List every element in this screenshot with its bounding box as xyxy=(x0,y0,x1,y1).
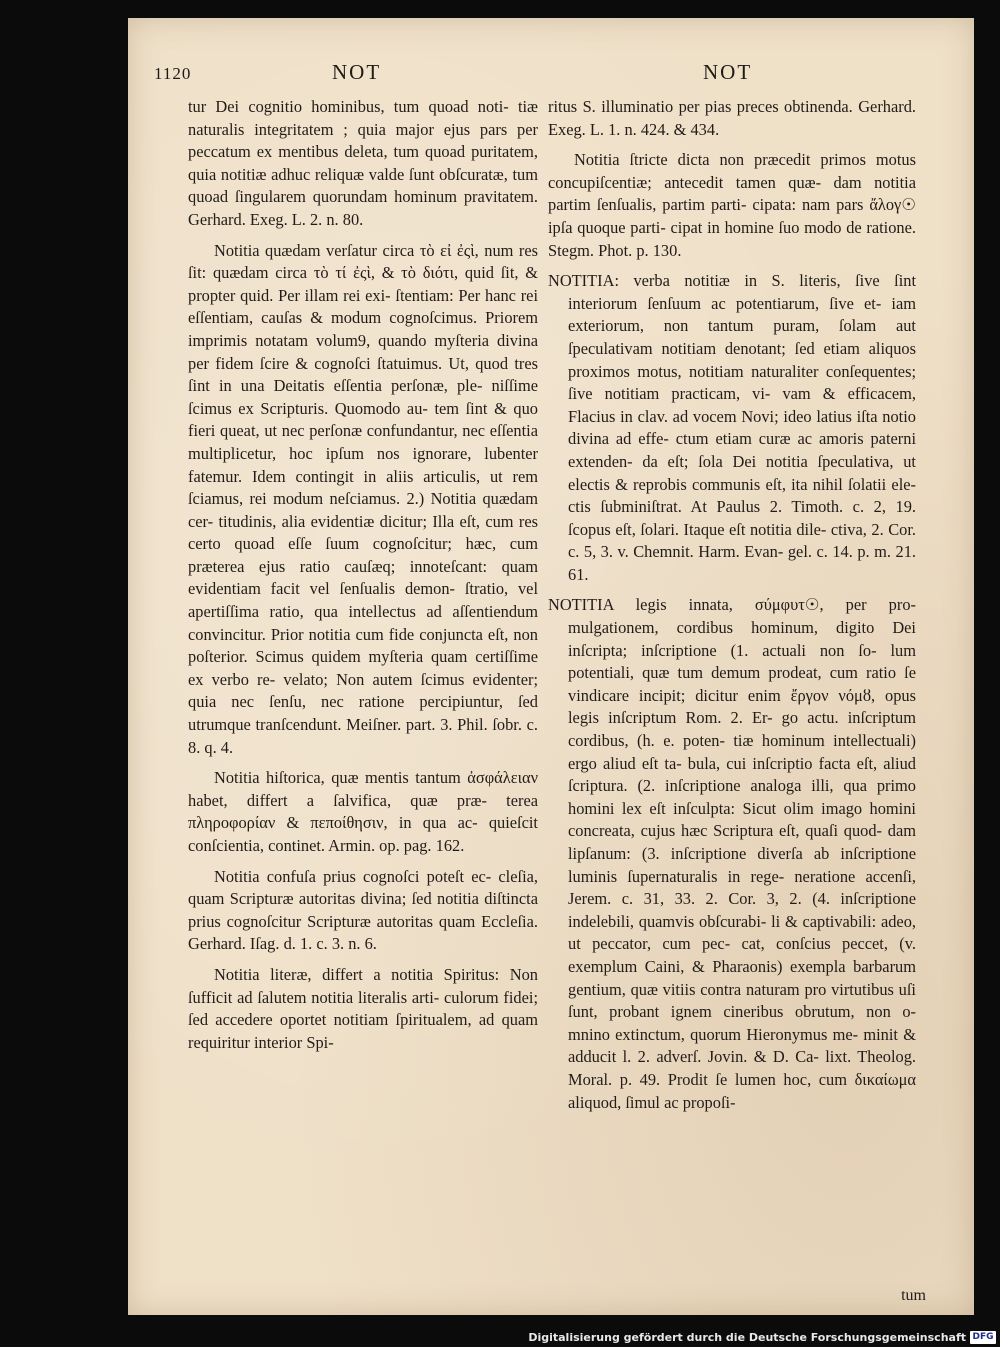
right-column xyxy=(548,96,916,1122)
scanned-page xyxy=(128,18,974,1315)
running-head-right: NOT xyxy=(703,60,753,84)
paragraph-notitia-stricte: Notitia ſtricte dicta non præcedit primos motus concupiſcentiæ; antecedit tamen quæ- dam notitia partim ſenſualis, partim parti- cipata: nam pars ἄλογ☉ ipſa quoque parti- cipat in homine ſuo modo de ratione. Stegm. Phot. p. 130. xyxy=(548,150,916,260)
entry-notitia-legis-innata: NOTITIA legis innata, σύμφυτ☉, per pro- mulgationem, cordibus hominum, digito Dei inſcripta; inſcriptione (1. actuali non ſo- lum potentiali, quæ tum demum prodeat, cum ratio ſe vindicare incipit; dicitur enim ἔργον νόμȣ, opus legis inſcriptum Rom. 2. Er- go actu. inſcriptum cordibus, (h. e. poten- tiæ hominum intellectuali) ergo aliud eſt ta- bula, cui inſcriptio facta eſt, aliud ſcriptura. (2. inſcriptione analoga illi, qua primo homini lex eſt inſculpta: Sicut olim imago homini concreata, cujus hæc Scriptura eſt, quaſi quod- dam lipſanum: (3. inſcriptione diverſa ab inſcriptione luminis ſupernaturalis in rege- neratione accenſi, Jerem. c. 31, 33. 2. Cor. 3, 2. (4. inſcriptione indelebili, quamvis obſcurabi- li & captivabili: adeo, ut peccator, cum pec- cat, conſcius peccet, (v. exemplum Caini, & Pharaonis) exempla barbarum gentium, quæ vitiis contra naturam pro virtutibus uſi ſunt, probant ignem cineribus obrutum, non o- mnino extinctum, quorum Hieronymus me- minit & adducit l. 2. adverſ. Jovin. & D. Ca- lixt. Theolog. Moral. p. 49. Prodit ſe lumen hoc, cum δικαίωμα aliquod, ſimul ac propoſi- xyxy=(548,595,916,1112)
catchword: tum xyxy=(901,1287,926,1304)
footer-bar xyxy=(0,1328,1000,1347)
entry-notitia-verba: NOTITIA: verba notitiæ in S. literis, ſive ſint interiorum ſenſuum ac potentiarum, ſive et- iam exteriorum, non tantum puram, ſolam aut ſpeculativam notitiam denotant; ſed etiam aliquos proximos motus, notitiam naturaliter conſequentes; ſive notitiam practicam, vi- vam & efficacem, Flacius in clav. ad vocem Novi; ideo latius iſta notio divina ad effe- ctum etiam curæ ac amoris paterni extenden- da eſt; ſola Dei notitia ſpeculativa, ut electis & reprobis communis eſt, ita nihil ſolatii ele- ctis ſubminiſtrat. At Paulus 2. Timoth. c. 2, 19. ſcopus eſt, ſolari. Itaque eſt notitia dile- ctiva, 2. Cor. c. 5, 3. v. Chemnit. Harm. Evan- gel. c. 14. p. m. 21. 61. xyxy=(548,271,916,584)
page-header xyxy=(128,60,974,90)
paragraph-notitia-literae: Notitia literæ, differt a notitia Spiritus: Non ſufficit ad ſalutem notitia literalis arti- culorum fidei; ſed accedere oportet notitiam ſpiritualem, ad quam requiritur interior Spi- xyxy=(188,964,538,1052)
paragraph-notitia-historica: Notitia hiſtorica, quæ mentis tantum ἀσφάλειαν habet, differt a ſalvifica, quæ præ- terea πληροφορίαν & πεποίθησιν, in qua ac- quieſcit conſcientia, continet. Armin. op. pag. 162. xyxy=(188,768,538,855)
left-column xyxy=(188,96,538,1062)
paragraph-notitia-versatur: Notitia quædam verſatur circa τὸ εἰ ἐςὶ, num res ſit: quædam circa τὸ τί ἐςὶ, & τὸ διότι, quid ſit, & propter quid. Per illam rei exi- ſtentiam: Per hanc rei eſſentiam, cauſas & modum cognoſcimus. Priorem imprimis notatam volum9, quando myſteria divina per fidem ſcire & cognoſci ſtatuimus. Ut, quod tres ſint in una Deitatis eſſentia perſonæ, ple- niſſime ſcimus ex Scripturis. Quomodo au- tem ſint & quo fieri queat, ut nec perſonæ confundantur, nec eſſentia multiplicetur, hoc ipſum nos ignorare, lubenter fatemur. Idem contingit in aliis articulis, ut rem ſciamus, rei modum neſciamus. 2.) Notitia quædam cer- titudinis, alia evidentiæ dicitur; Illa eſt, cum res certo quoad eſſe ſuum cognoſcitur; hæc, cum præterea ejus ratio cauſæq; innoteſcant: quam evidentiam facit vel ſenſualis demon- ſtratio, vel apertiſſima ratio, qua intellectus ad aſſentiendum convincitur. Prior notitia cum fide conjuncta eſt, non poſterior. Scimus quidem myſteria quam certiſſime ex verbo re- velato; Non autem ſcimus evidenter; quia nec ſenſu, nec ratione percipiuntur, ſed utrumque tranſcendunt. Meiſner. part. 3. Phil. ſobr. c. 8. q. 4. xyxy=(188,240,538,757)
running-head-left: NOT xyxy=(332,60,382,84)
dfg-logo-icon: DFG xyxy=(970,1331,996,1344)
page-number: 1120 xyxy=(154,64,192,83)
paragraph-continuation: tur Dei cognitio hominibus, tum quoad noti- tiæ naturalis integritatem ; quia major ejus pars per peccatum ex mentibus deleta, tum quoad puritatem, quia notitiæ adhuc reliquæ valde ſunt obſcuratæ, tum quoad ſingularem quorundam hominum pravitatem. Gerhard. Exeg. L. 2. n. 80. xyxy=(188,97,538,229)
funding-credit: Digitalisierung gefördert durch die Deutsche Forschungsgemeinschaft xyxy=(528,1331,966,1344)
paragraph-notitia-confusa: Notitia confuſa prius cognoſci poteſt ec- cleſia, quam Scripturæ autoritas divina; ſed notitia diſtincta prius cognoſcitur Scripturæ autoritas quam Eccleſia. Gerhard. Iſag. d. 1. c. 3. n. 6. xyxy=(188,866,538,954)
paragraph-continuation-right: ritus S. illuminatio per pias preces obtinenda. Gerhard. Exeg. L. 1. n. 424. & 434. xyxy=(548,97,916,139)
